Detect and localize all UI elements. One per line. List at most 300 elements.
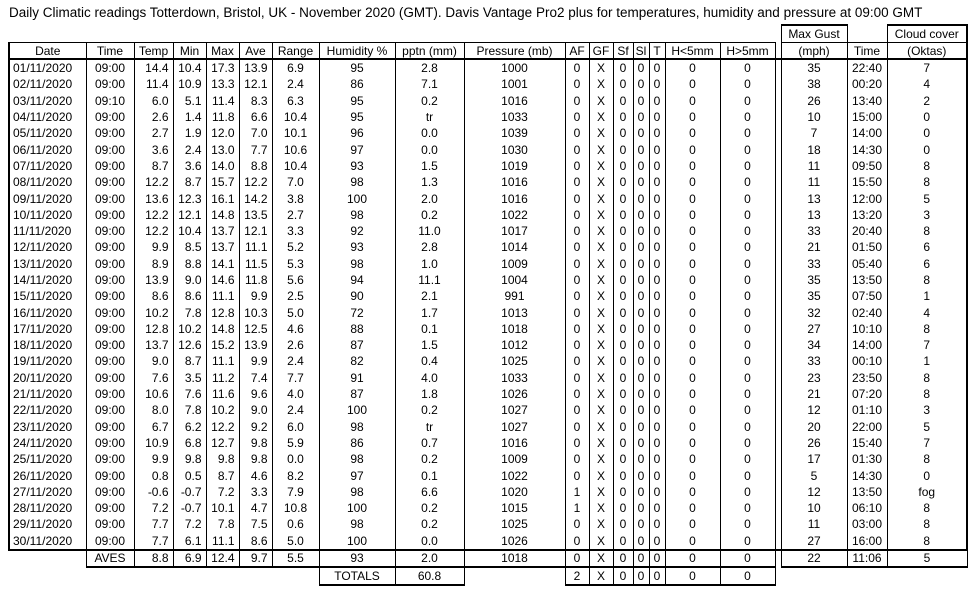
cell-ave: 7.0 (239, 125, 272, 141)
cell-max: 10.2 (206, 402, 239, 418)
cell-t: 0 (649, 516, 665, 532)
cell-date: 23/11/2020 (9, 419, 86, 435)
cell-time: 09:10 (86, 93, 134, 109)
cell-time: 09:00 (86, 419, 134, 435)
totals-sf: 0 (613, 567, 633, 585)
cell-pptn: 1.8 (395, 386, 464, 402)
cell-pptn: 2.8 (395, 239, 464, 255)
aves-sf: 0 (613, 550, 633, 567)
cell-max: 17.3 (206, 59, 239, 76)
cell-gust-time: 15:50 (847, 174, 887, 190)
cell-min: 10.2 (173, 321, 206, 337)
cloud-cover-header: Cloud cover (887, 25, 967, 43)
cell-range: 6.3 (272, 93, 319, 109)
cell-humidity: 93 (319, 158, 395, 174)
cell-h-lt5: 0 (665, 59, 720, 76)
cell-h-gt5: 0 (720, 353, 775, 369)
cell-gust-time: 02:40 (847, 304, 887, 320)
cell-range: 5.6 (272, 272, 319, 288)
cell-sl: 0 (633, 467, 649, 483)
cell-gf: X (589, 93, 613, 109)
cell-gf: X (589, 125, 613, 141)
cell-pressure: 1016 (464, 190, 565, 206)
cell-date: 05/11/2020 (9, 125, 86, 141)
cell-t: 0 (649, 419, 665, 435)
table-row (9, 125, 967, 141)
cell-pptn: 0.2 (395, 402, 464, 418)
totals-row (9, 567, 967, 585)
cell-min: -0.7 (173, 500, 206, 516)
cell-af: 0 (565, 174, 589, 190)
cell-pressure: 1016 (464, 174, 565, 190)
cell-range: 10.1 (272, 125, 319, 141)
cell-ave: 8.6 (239, 533, 272, 550)
cell-range: 0.0 (272, 451, 319, 467)
cell-t: 0 (649, 272, 665, 288)
cell-humidity: 98 (319, 451, 395, 467)
cell-sl: 0 (633, 353, 649, 369)
cell-pptn: 0.2 (395, 207, 464, 223)
cell-af: 0 (565, 321, 589, 337)
cell-gf: X (589, 451, 613, 467)
cell-range: 5.9 (272, 435, 319, 451)
cell-sf: 0 (613, 223, 633, 239)
cell-date: 17/11/2020 (9, 321, 86, 337)
table-row (9, 288, 967, 304)
cell-range: 7.0 (272, 174, 319, 190)
cell-range: 2.4 (272, 402, 319, 418)
cell-max: 15.7 (206, 174, 239, 190)
cell-range: 4.6 (272, 321, 319, 337)
col-h-gt5: H>5mm (720, 43, 775, 60)
cell-sf: 0 (613, 304, 633, 320)
cell-h-lt5: 0 (665, 288, 720, 304)
aves-af: 0 (565, 550, 589, 567)
cell-t: 0 (649, 239, 665, 255)
cell-time: 09:00 (86, 109, 134, 125)
cell-sl: 0 (633, 141, 649, 157)
cell-sl: 0 (633, 59, 649, 76)
cell-humidity: 90 (319, 288, 395, 304)
cell-range: 7.7 (272, 370, 319, 386)
cell-h-gt5: 0 (720, 467, 775, 483)
col-time: Time (86, 43, 134, 60)
cell-gf: X (589, 207, 613, 223)
cell-humidity: 100 (319, 190, 395, 206)
cell-min: 7.8 (173, 402, 206, 418)
cell-temp: 6.7 (134, 419, 173, 435)
cell-date: 18/11/2020 (9, 337, 86, 353)
cell-min: 12.1 (173, 207, 206, 223)
cell-af: 0 (565, 59, 589, 76)
cell-cloud: 8 (887, 272, 967, 288)
cell-pressure: 1022 (464, 467, 565, 483)
cell-af: 0 (565, 109, 589, 125)
cell-max: 11.8 (206, 109, 239, 125)
cell-sl: 0 (633, 402, 649, 418)
cell-date: 01/11/2020 (9, 59, 86, 76)
totals-h-gt5: 0 (720, 567, 775, 585)
cell-date: 08/11/2020 (9, 174, 86, 190)
cell-h-gt5: 0 (720, 109, 775, 125)
cell-range: 2.4 (272, 353, 319, 369)
cell-min: 10.4 (173, 223, 206, 239)
cell-h-gt5: 0 (720, 337, 775, 353)
cell-max: 9.8 (206, 451, 239, 467)
table-row (9, 402, 967, 418)
cell-t: 0 (649, 223, 665, 239)
cell-pptn: tr (395, 109, 464, 125)
cell-cloud: 8 (887, 500, 967, 516)
cell-range: 6.9 (272, 59, 319, 76)
cell-cloud: 4 (887, 304, 967, 320)
cell-t: 0 (649, 59, 665, 76)
col-temp: Temp (134, 43, 173, 60)
cell-ave: 9.9 (239, 288, 272, 304)
cell-range: 5.0 (272, 304, 319, 320)
cell-date: 24/11/2020 (9, 435, 86, 451)
cell-gust-time: 05:40 (847, 256, 887, 272)
cell-af: 0 (565, 223, 589, 239)
cell-gust-mph: 21 (781, 239, 847, 255)
cell-gust-time: 14:00 (847, 125, 887, 141)
cell-humidity: 100 (319, 402, 395, 418)
cell-gust-time: 15:00 (847, 109, 887, 125)
cell-cloud: 3 (887, 402, 967, 418)
col-sf: Sf (613, 43, 633, 60)
cell-sl: 0 (633, 435, 649, 451)
cell-cloud: 0 (887, 467, 967, 483)
col-sl: Sl (633, 43, 649, 60)
cell-gf: X (589, 337, 613, 353)
cell-time: 09:00 (86, 500, 134, 516)
cell-gust-mph: 13 (781, 207, 847, 223)
cell-sl: 0 (633, 386, 649, 402)
cell-sf: 0 (613, 353, 633, 369)
cell-min: 1.9 (173, 125, 206, 141)
cell-ave: 3.3 (239, 484, 272, 500)
cell-pressure: 1016 (464, 93, 565, 109)
cell-temp: 7.7 (134, 516, 173, 532)
cell-time: 09:00 (86, 435, 134, 451)
cell-cloud: 5 (887, 419, 967, 435)
cell-gust-mph: 27 (781, 321, 847, 337)
cell-gf: X (589, 321, 613, 337)
cell-range: 10.4 (272, 109, 319, 125)
cell-af: 0 (565, 288, 589, 304)
cell-pressure: 1018 (464, 321, 565, 337)
cell-pptn: 2.8 (395, 59, 464, 76)
col-pressure: Pressure (mb) (464, 43, 565, 60)
cell-sl: 0 (633, 272, 649, 288)
cell-gust-mph: 11 (781, 174, 847, 190)
cell-time: 09:00 (86, 272, 134, 288)
col-ave: Ave (239, 43, 272, 60)
cell-sf: 0 (613, 158, 633, 174)
cell-time: 09:00 (86, 533, 134, 550)
cell-date: 14/11/2020 (9, 272, 86, 288)
col-range: Range (272, 43, 319, 60)
cell-min: 8.7 (173, 353, 206, 369)
cell-pressure: 1013 (464, 304, 565, 320)
cell-pptn: 11.0 (395, 223, 464, 239)
cell-humidity: 100 (319, 500, 395, 516)
cell-cloud: 3 (887, 207, 967, 223)
table-row (9, 59, 967, 76)
cell-h-lt5: 0 (665, 484, 720, 500)
table-row (9, 451, 967, 467)
cell-max: 11.1 (206, 533, 239, 550)
cell-sl: 0 (633, 109, 649, 125)
cell-sf: 0 (613, 370, 633, 386)
cell-gust-mph: 10 (781, 109, 847, 125)
cell-cloud: 8 (887, 158, 967, 174)
cell-date: 07/11/2020 (9, 158, 86, 174)
cell-gust-mph: 38 (781, 76, 847, 92)
cell-af: 0 (565, 435, 589, 451)
cell-sl: 0 (633, 125, 649, 141)
cell-pressure: 1022 (464, 207, 565, 223)
cell-af: 0 (565, 370, 589, 386)
cell-sl: 0 (633, 370, 649, 386)
cell-gust-mph: 5 (781, 467, 847, 483)
cell-humidity: 86 (319, 76, 395, 92)
cell-ave: 11.5 (239, 256, 272, 272)
cell-sl: 0 (633, 76, 649, 92)
cell-time: 09:00 (86, 223, 134, 239)
col-t: T (649, 43, 665, 60)
aves-t: 0 (649, 550, 665, 567)
cell-max: 11.1 (206, 353, 239, 369)
cell-date: 28/11/2020 (9, 500, 86, 516)
aves-min: 6.9 (173, 550, 206, 567)
cell-pressure: 1009 (464, 451, 565, 467)
aves-range: 5.5 (272, 550, 319, 567)
cell-h-gt5: 0 (720, 386, 775, 402)
cell-sl: 0 (633, 451, 649, 467)
cell-gust-time: 14:00 (847, 337, 887, 353)
cell-min: 12.3 (173, 190, 206, 206)
table-row (9, 141, 967, 157)
cell-time: 09:00 (86, 484, 134, 500)
cell-pptn: 0.2 (395, 516, 464, 532)
cell-temp: 7.7 (134, 533, 173, 550)
cell-t: 0 (649, 386, 665, 402)
cell-temp: 9.0 (134, 353, 173, 369)
cell-max: 12.2 (206, 419, 239, 435)
cell-pptn: 0.7 (395, 435, 464, 451)
cell-pptn: 0.0 (395, 125, 464, 141)
cell-h-lt5: 0 (665, 141, 720, 157)
cell-cloud: 4 (887, 76, 967, 92)
cell-min: 6.8 (173, 435, 206, 451)
cell-h-lt5: 0 (665, 337, 720, 353)
aves-pressure: 1018 (464, 550, 565, 567)
cell-cloud: 0 (887, 125, 967, 141)
cell-min: 6.2 (173, 419, 206, 435)
aves-sl: 0 (633, 550, 649, 567)
cell-sf: 0 (613, 76, 633, 92)
cell-max: 14.0 (206, 158, 239, 174)
cell-sl: 0 (633, 500, 649, 516)
cell-ave: 4.7 (239, 500, 272, 516)
cell-sf: 0 (613, 435, 633, 451)
cell-date: 29/11/2020 (9, 516, 86, 532)
cell-pptn: 1.3 (395, 174, 464, 190)
cell-h-gt5: 0 (720, 304, 775, 320)
cell-gust-time: 14:30 (847, 467, 887, 483)
cell-min: 7.8 (173, 304, 206, 320)
cell-gust-time: 13:20 (847, 207, 887, 223)
cell-pressure: 1009 (464, 256, 565, 272)
cell-pressure: 1001 (464, 76, 565, 92)
cell-time: 09:00 (86, 158, 134, 174)
cell-humidity: 87 (319, 386, 395, 402)
cell-temp: 13.6 (134, 190, 173, 206)
totals-label: TOTALS (319, 567, 395, 585)
cell-cloud: 6 (887, 239, 967, 255)
cell-sl: 0 (633, 337, 649, 353)
cell-gust-mph: 12 (781, 484, 847, 500)
cell-gf: X (589, 256, 613, 272)
cell-af: 0 (565, 451, 589, 467)
cell-time: 09:00 (86, 256, 134, 272)
aves-max: 12.4 (206, 550, 239, 567)
cell-sl: 0 (633, 516, 649, 532)
cell-af: 0 (565, 93, 589, 109)
cell-sl: 0 (633, 419, 649, 435)
cell-temp: 8.7 (134, 158, 173, 174)
cell-gf: X (589, 533, 613, 550)
aves-label: AVES (86, 550, 134, 567)
table-row (9, 516, 967, 532)
cell-max: 12.0 (206, 125, 239, 141)
cell-humidity: 98 (319, 174, 395, 190)
cell-max: 10.1 (206, 500, 239, 516)
cell-gust-time: 20:40 (847, 223, 887, 239)
cell-max: 11.6 (206, 386, 239, 402)
cell-gust-mph: 11 (781, 516, 847, 532)
cell-h-lt5: 0 (665, 109, 720, 125)
cell-cloud: 8 (887, 370, 967, 386)
cell-ave: 7.7 (239, 141, 272, 157)
cell-t: 0 (649, 190, 665, 206)
cell-sl: 0 (633, 484, 649, 500)
cell-max: 13.3 (206, 76, 239, 92)
cell-min: 8.6 (173, 288, 206, 304)
cell-min: 8.5 (173, 239, 206, 255)
col-oktas: (Oktas) (887, 43, 967, 60)
cell-cloud: 6 (887, 256, 967, 272)
cell-pptn: 0.2 (395, 500, 464, 516)
cell-date: 25/11/2020 (9, 451, 86, 467)
table-row (9, 272, 967, 288)
cell-range: 7.9 (272, 484, 319, 500)
cell-h-gt5: 0 (720, 239, 775, 255)
cell-sl: 0 (633, 158, 649, 174)
cell-h-lt5: 0 (665, 353, 720, 369)
cell-pressure: 1016 (464, 435, 565, 451)
cell-h-lt5: 0 (665, 304, 720, 320)
cell-gust-mph: 33 (781, 256, 847, 272)
cell-h-gt5: 0 (720, 516, 775, 532)
cell-h-gt5: 0 (720, 272, 775, 288)
cell-pptn: 0.2 (395, 93, 464, 109)
cell-range: 2.5 (272, 288, 319, 304)
cell-h-gt5: 0 (720, 402, 775, 418)
cell-sl: 0 (633, 533, 649, 550)
cell-gust-mph: 34 (781, 337, 847, 353)
cell-af: 0 (565, 337, 589, 353)
cell-temp: 11.4 (134, 76, 173, 92)
cell-date: 04/11/2020 (9, 109, 86, 125)
cell-h-gt5: 0 (720, 190, 775, 206)
cell-h-gt5: 0 (720, 141, 775, 157)
table-row (9, 76, 967, 92)
cell-pptn: 1.5 (395, 158, 464, 174)
cell-h-gt5: 0 (720, 370, 775, 386)
cell-h-gt5: 0 (720, 321, 775, 337)
table-body (9, 59, 967, 550)
cell-af: 0 (565, 256, 589, 272)
cell-af: 0 (565, 239, 589, 255)
cell-pressure: 1026 (464, 533, 565, 550)
cell-date: 03/11/2020 (9, 93, 86, 109)
cell-h-lt5: 0 (665, 402, 720, 418)
cell-time: 09:00 (86, 370, 134, 386)
cell-t: 0 (649, 467, 665, 483)
cell-max: 12.7 (206, 435, 239, 451)
cell-af: 1 (565, 500, 589, 516)
cell-gust-time: 10:10 (847, 321, 887, 337)
cell-humidity: 95 (319, 109, 395, 125)
cell-time: 09:00 (86, 190, 134, 206)
cell-sf: 0 (613, 533, 633, 550)
cell-min: 6.1 (173, 533, 206, 550)
cell-max: 14.8 (206, 207, 239, 223)
cell-gust-time: 15:40 (847, 435, 887, 451)
cell-ave: 9.8 (239, 435, 272, 451)
cell-temp: 9.9 (134, 451, 173, 467)
totals-gf: X (589, 567, 613, 585)
cell-pressure: 1027 (464, 402, 565, 418)
table-row (9, 386, 967, 402)
cell-sf: 0 (613, 256, 633, 272)
cell-gf: X (589, 419, 613, 435)
cell-temp: 7.2 (134, 500, 173, 516)
cell-max: 11.4 (206, 93, 239, 109)
cell-cloud: 8 (887, 223, 967, 239)
cell-gust-time: 01:30 (847, 451, 887, 467)
cell-humidity: 95 (319, 93, 395, 109)
header-row (9, 43, 967, 60)
cell-pptn: 4.0 (395, 370, 464, 386)
cell-temp: 2.7 (134, 125, 173, 141)
cell-af: 0 (565, 402, 589, 418)
cell-min: 10.9 (173, 76, 206, 92)
cell-time: 09:00 (86, 451, 134, 467)
cell-gf: X (589, 353, 613, 369)
cell-pressure: 1000 (464, 59, 565, 76)
header-top-row (9, 25, 967, 43)
cell-pressure: 1026 (464, 386, 565, 402)
cell-max: 14.6 (206, 272, 239, 288)
cell-sf: 0 (613, 337, 633, 353)
cell-t: 0 (649, 207, 665, 223)
cell-humidity: 97 (319, 141, 395, 157)
cell-h-gt5: 0 (720, 419, 775, 435)
cell-date: 27/11/2020 (9, 484, 86, 500)
